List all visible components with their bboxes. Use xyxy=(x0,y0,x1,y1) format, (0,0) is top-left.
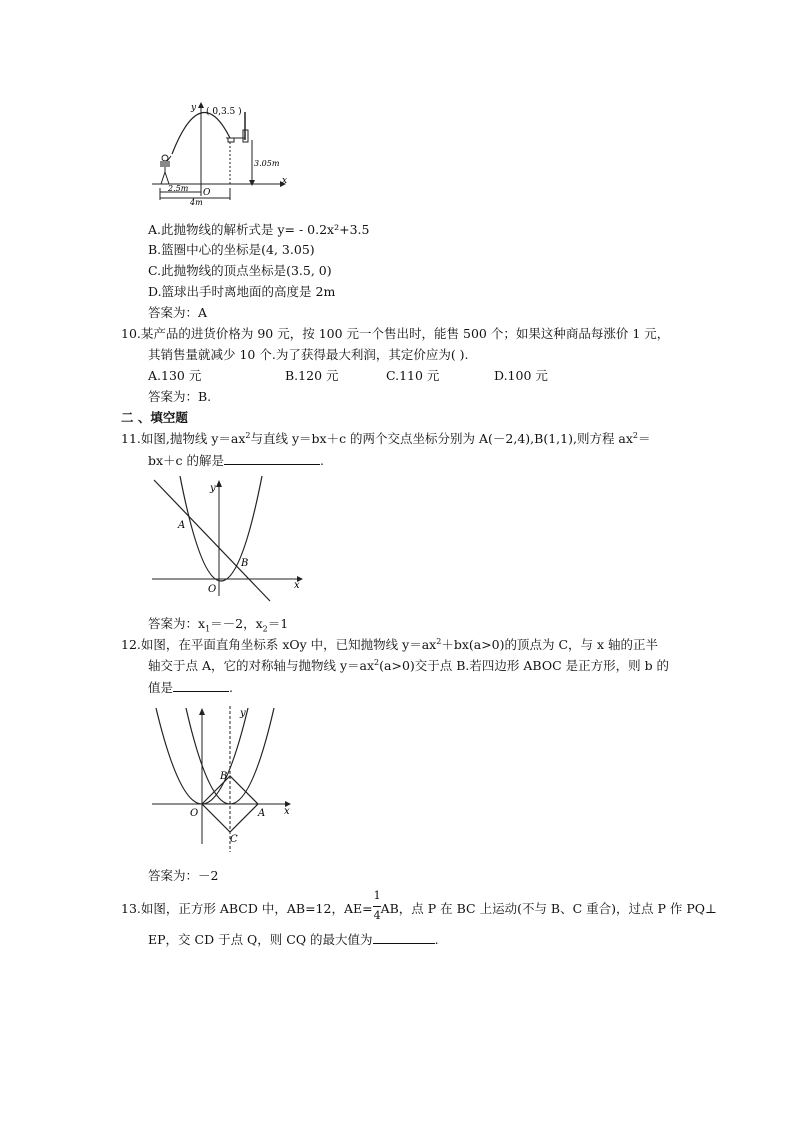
q9-option-a: A.此抛物线的解析式是 y= - 0.2x²+3.5 xyxy=(148,222,370,237)
q13-line1: 13.如图，正方形 ABCD 中，AB=12，AE= $\frac{1}{4}$ AB，点 P 在 BC 上运动(不与 B、C 重合)，过点 P 作 PQ⊥ xyxy=(121,888,717,922)
q13-fraction: $\frac{1}{4}$ xyxy=(373,888,381,922)
q11-point-a: A xyxy=(178,520,186,531)
vertex-label: ( 0,3.5 ) xyxy=(206,107,242,117)
q11-answer-blank[interactable] xyxy=(224,452,320,465)
q9-option-b: B.篮圈中心的坐标是(4, 3.05) xyxy=(148,242,315,257)
basketball-svg xyxy=(150,100,290,207)
q13-line2: EP，交 CD 于点 Q，则 CQ 的最大值为 . xyxy=(148,932,439,947)
q9-option-c: C.此抛物线的顶点坐标是(3.5, 0) xyxy=(148,263,332,278)
origin-label: O xyxy=(203,188,211,198)
q12-point-c: C xyxy=(230,834,238,845)
person-shirt xyxy=(160,161,170,167)
q10-option-c: C.110 元 xyxy=(386,368,440,383)
q11-answer: 答案为：$x_1=-2$，$x_2=1$ xyxy=(148,616,289,634)
q12-point-a: A xyxy=(258,808,266,819)
q11-line1: 11.如图,抛物线 $y=ax^2$与直线 y＝bx＋c 的两个交点坐标分别为 A(－2,4),B(1,1),则方程 $ax^2=$ xyxy=(121,430,651,446)
y-axis-label: y xyxy=(191,103,197,113)
q10-option-a: A.130 元 xyxy=(148,368,202,383)
q10-option-d: D.100 元 xyxy=(494,368,548,383)
q12-point-b: B xyxy=(220,771,228,782)
q11-y-arrow xyxy=(216,480,222,487)
q12-svg xyxy=(150,704,300,854)
q11-y-label: y xyxy=(210,483,216,494)
q13-answer-blank[interactable] xyxy=(373,931,435,944)
q11-x-label: x xyxy=(294,580,300,591)
q9-answer: 答案为：A xyxy=(148,305,208,320)
dist-left-label: 2.5m xyxy=(168,184,189,193)
x-axis-label: x xyxy=(282,176,288,186)
dist-total-label: 4m xyxy=(190,198,203,207)
q11-line2: bx＋c 的解是 . xyxy=(148,453,325,468)
height-label: 3.05m xyxy=(254,159,280,168)
q12-answer: 答案为：－2 xyxy=(148,868,219,883)
q12-line2: 轴交于点 A，它的对称轴与抛物线 $y=ax^2(a>0)$交于点 B.若四边形 ABOC 是正方形，则 b 的 xyxy=(148,657,670,673)
q10-answer: 答案为：B. xyxy=(148,389,212,404)
q12-y-arrow xyxy=(199,708,205,715)
q12-origin-label: O xyxy=(190,808,199,819)
q10-line2: 其销售量就减少 10 个.为了获得最大利润，其定价应为( ). xyxy=(148,347,469,362)
q10-line1: 10.某产品的进货价格为 90 元，按 100 元一个售出时，能售 500 个；如果这种商品每涨价 1 元， xyxy=(121,326,670,341)
q12-y-label: y xyxy=(240,708,246,719)
basketball-figure xyxy=(150,100,290,207)
q12-line1: 12.如图，在平面直角坐标系 xOy 中，已知抛物线 $y=ax^2+bx(a>0)$的顶点为 C，与 x 轴的正半 xyxy=(121,636,659,652)
q11-point-b: B xyxy=(241,558,249,569)
q11-parabola xyxy=(180,476,262,581)
q11-svg xyxy=(150,476,310,606)
q11-origin-label: O xyxy=(208,584,217,595)
q12-figure xyxy=(150,704,300,854)
q11-line xyxy=(154,480,270,601)
q10-option-b: B.120 元 xyxy=(285,368,339,383)
q9-option-d: D.篮球出手时离地面的高度是 2m xyxy=(148,284,336,299)
q12-answer-blank[interactable] xyxy=(173,679,229,692)
q12-line3: 值是 . xyxy=(148,680,233,695)
q11-figure xyxy=(150,476,310,606)
section-fill-blank-title: 二 、填空题 xyxy=(121,410,188,425)
q12-x-label: x xyxy=(284,806,290,817)
